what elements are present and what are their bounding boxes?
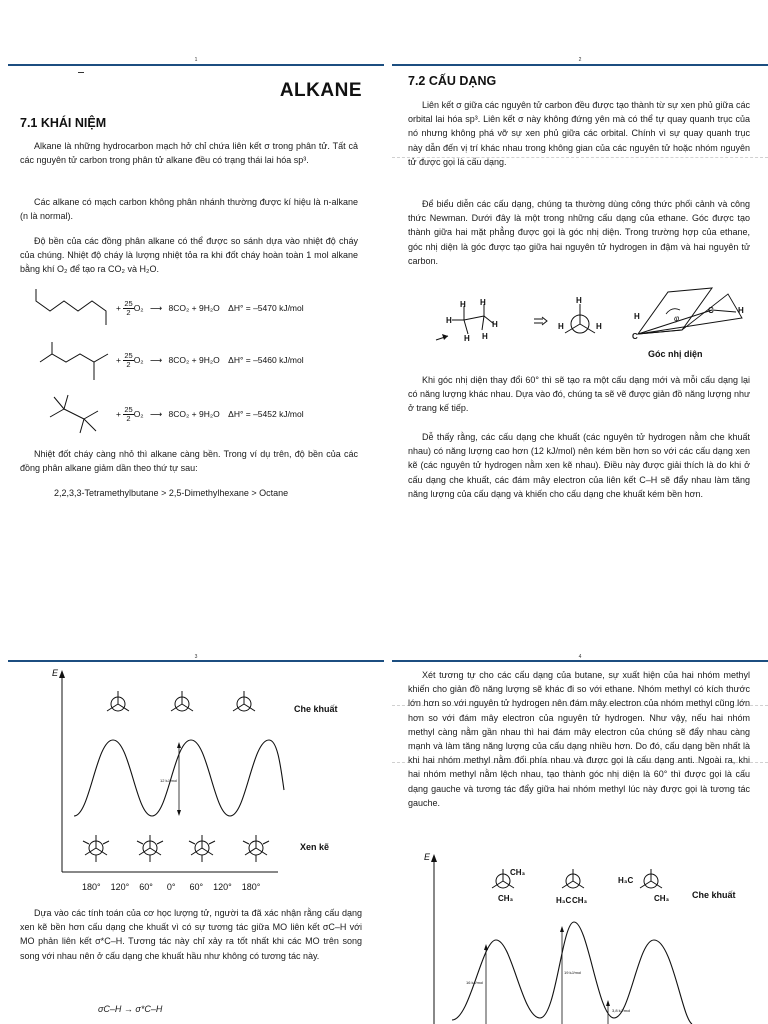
- denominator: 2: [126, 308, 131, 317]
- tetramethylbutane-structure: [46, 393, 106, 437]
- energy-barrier-label: 3,8 kJ/mol: [612, 1008, 631, 1013]
- paragraph: Nhiệt đốt cháy càng nhỏ thì alkane càng bền. Trong ví dụ trên, độ bền của các đồng phân alkane giảm dần theo thứ tự sau:: [20, 449, 358, 474]
- energy-barrier-label: 19 kJ/mol: [564, 970, 582, 975]
- implies-arrow-icon: [534, 317, 548, 325]
- angle-tick: 60°: [189, 882, 204, 892]
- reactant: O₂: [133, 302, 144, 313]
- staggered-newman-icon: [134, 832, 166, 864]
- fraction: [123, 352, 133, 369]
- fraction: [123, 406, 133, 423]
- combustion-equation: [116, 352, 304, 369]
- eclipsed-newman-icon: [166, 688, 198, 720]
- fraction: [123, 300, 133, 317]
- energy-barrier-label: 12 kJ/mol: [160, 778, 178, 783]
- section-title: 7.2 CẤU DẠNG: [408, 74, 497, 88]
- atom-label: H: [634, 312, 640, 321]
- octane-structure: [32, 287, 112, 327]
- staggered-label: Xen kẽ: [300, 842, 330, 852]
- atom-label: H: [482, 332, 488, 341]
- arrow: ⟶: [149, 302, 163, 313]
- angle-tick: 180°: [241, 882, 261, 892]
- energy-barrier-label: 16 kJ/mol: [466, 980, 484, 985]
- methyl-label: H₃C: [556, 896, 572, 905]
- reactant: O₂: [133, 354, 144, 365]
- atom-label: H: [558, 322, 564, 331]
- numerator: 25: [124, 351, 133, 360]
- arrow: ⟶: [149, 408, 163, 419]
- atom-label: H: [576, 296, 582, 305]
- atom-label: C: [708, 306, 714, 315]
- methyl-label: H₃C: [618, 876, 634, 885]
- methyl-label: CH₃: [654, 894, 670, 903]
- page-4: [392, 640, 768, 1024]
- butane-eclipsed-newman-icon: [558, 866, 588, 896]
- eclipsed-label: Che khuất: [692, 890, 736, 900]
- butane-eclipsed-newman-icon: [636, 866, 666, 896]
- paragraph: Để biểu diễn các cấu dạng, chúng ta thường dùng công thức phối cảnh và công thức Newman. Dưới đây là một trong những cấu dạng của ethane. Góc được tạo thành giữa hai mặt phẳng được gọi là góc nhị diện. Trong trường hợp của ethane, góc nhị diện là góc được tạo giữa hai nguyên tử hydrogen in đậm và hai nguyên tử carbon.: [408, 199, 750, 266]
- arrow: ⟶: [149, 354, 163, 365]
- enthalpy: ΔH° = –5460 kJ/mol: [228, 354, 304, 365]
- methyl-label: CH₃: [498, 894, 514, 903]
- atom-label: H: [464, 334, 470, 343]
- products: 8CO₂ + 9H₂O: [168, 354, 220, 365]
- dihedral-angle-axis: [82, 882, 260, 892]
- atom-label: H: [596, 322, 602, 331]
- combustion-equation: [116, 406, 304, 423]
- eclipsed-newman-icon: [228, 688, 260, 720]
- products: 8CO₂ + 9H₂O: [168, 408, 220, 419]
- paragraph: Các alkane có mạch carbon không phân nhánh thường được kí hiệu là n-alkane (n là normal).: [20, 197, 358, 222]
- header-rule: [392, 64, 768, 66]
- atom-label: H: [460, 300, 466, 309]
- page-number: 4: [578, 654, 582, 660]
- angle-tick: 120°: [110, 882, 130, 892]
- butane-energy-diagram: [392, 640, 768, 1024]
- enthalpy: ΔH° = –5470 kJ/mol: [228, 302, 304, 313]
- header-rule: [8, 64, 384, 66]
- methyl-label: CH₃: [510, 868, 526, 877]
- angle-tick: 180°: [82, 882, 101, 892]
- combustion-equation: [116, 300, 304, 317]
- angle-tick: 60°: [139, 882, 153, 892]
- products: 8CO₂ + 9H₂O: [168, 302, 220, 313]
- section-title: 7.1 KHÁI NIỆM: [20, 116, 107, 130]
- energy-axis-label: E: [52, 668, 59, 678]
- plus: +: [116, 302, 121, 313]
- paragraph: Khi góc nhị diện thay đổi 60° thì sẽ tạo ra một cấu dạng mới và mỗi cấu dạng lại có năng lượng khác nhau. Dựa vào đó, chúng ta sẽ vẽ được giản đồ năng lượng như ở trang kế tiếp.: [408, 375, 750, 414]
- atom-label: C: [632, 332, 638, 341]
- eclipsed-label: Che khuất: [294, 704, 338, 714]
- paragraph: Alkane là những hydrocarbon mạch hở chỉ chứa liên kết σ trong phân tử. Tất cả các nguyên tử carbon trong phân tử alkane đều có trạng thái lai hóa sp³.: [20, 141, 358, 166]
- numerator: 25: [124, 299, 133, 308]
- stability-order: 2,2,3,3-Tetramethylbutane > 2,5-Dimethylhexane > Octane: [54, 488, 289, 498]
- staggered-newman-icon: [186, 832, 218, 864]
- orbital-formula: σC–H → σ*C–H: [98, 1004, 163, 1014]
- angle-tick: 120°: [213, 882, 232, 892]
- phi-label: φ: [674, 314, 680, 323]
- paragraph: Độ bền của các đồng phân alkane có thể được so sánh dựa vào nhiệt độ cháy của chúng. Nhiệt độ cháy là lượng nhiệt tỏa ra khi đốt cháy hoàn toàn 1 mol alkane bằng khí O₂ để tạo ra CO₂ và H₂O.: [20, 236, 358, 275]
- paragraph: Dựa vào các tính toán của cơ học lượng tử, người ta đã xác nhận rằng cấu dạng xen kẽ bền hơn cấu dạng che khuất vì có sự tương tác giữa MO liên kết σC–H với MO phản liên kết σ*C–H. Tương tác này chỉ xảy ra tốt nhất khi các MO trên song song với nhau nên ở cấu dạng che khuất hầu như không có tương tác này.: [20, 908, 362, 961]
- staggered-newman-icon: [240, 832, 272, 864]
- energy-axis-label: E: [424, 852, 431, 862]
- atom-label: H: [480, 298, 486, 307]
- eclipsed-newman-icon: [102, 688, 134, 720]
- page-1: [8, 0, 384, 600]
- paragraph: Liên kết σ giữa các nguyên tử carbon đều được tạo thành từ sự xen phủ giữa các orbital lai hóa sp³. Liên kết σ này không đứng yên mà có thể tự quay quanh trục của nó nhưng không phá vỡ sự xen phủ giữa các orbital. Chính vì sự quay quanh trục này dẫn đến vị trí khác nhau trong không gian của các nguyên tử hoặc nhóm nguyên tử được gọi là cấu dạng.: [408, 100, 750, 167]
- atom-label: H: [492, 320, 498, 329]
- chapter-title: ALKANE: [279, 80, 362, 101]
- plus: +: [116, 354, 121, 365]
- plus: +: [116, 408, 121, 419]
- paragraph: Dễ thấy rằng, các cấu dạng che khuất (các nguyên tử hydrogen nằm che khuất nhau) có năng lượng cao hơn (12 kJ/mol) nên kém bền hơn so với các cấu dạng xen kẽ (các nguyên tử hydrogen nằm xen kẽ nhau). Điều này được giải thích là do khi ở cấu dạng che khuất, các đám mây electron của liên kết C–H sẽ đẩy nhau làm tăng năng lượng của cấu dạng và khiến cho cấu dạng che khuất kém bền hơn.: [408, 432, 750, 499]
- staggered-newman-icon: [80, 832, 112, 864]
- angle-tick: 0°: [166, 882, 176, 892]
- figure-caption: Góc nhị diện: [648, 349, 703, 359]
- paragraph: Xét tương tự cho các cấu dạng của butane, sự xuất hiện của hai nhóm methyl khiến cho giản đồ năng lượng sẽ khác đi so với ethane. Nhóm methyl có kích thước lớn hơn so với nguyên tử hydrogen nên đám mây electron của nhóm methyl cũng lớn hơn so với đám mây electron của nguyên tử hydrogen. Như vậy, nếu hai nhóm methyl càng nằm gần nhau thì hai đám mây electron của chúng sẽ đẩy nhau càng mạnh và làm tăng năng lượng của cấu dạng nhiều hơn. Do đó, cấu dạng bền nhất là khi hai nhóm methyl nằm đối phía nhau và được gọi là cấu dạng anti. Ngoài ra, khi hai nhóm methyl nằm lệch nhau, tạo thành góc nhị diện là 60° thì được gọi là cấu dạng gauche và tương tác đẩy giữa hai nhóm methyl lúc này được gọi là tương tác gauche.: [408, 670, 750, 808]
- denominator: 2: [126, 414, 131, 423]
- page-2: [392, 0, 768, 600]
- enthalpy: ΔH° = –5452 kJ/mol: [228, 408, 304, 419]
- page-number: 2: [578, 57, 582, 63]
- numerator: 25: [124, 405, 133, 414]
- page-number: 1: [194, 57, 198, 63]
- page-3: [8, 640, 384, 1024]
- reactant: O₂: [133, 408, 144, 419]
- atom-label: H: [446, 316, 452, 325]
- page-number: 3: [194, 654, 198, 660]
- methyl-label: CH₃: [572, 896, 588, 905]
- atom-label: H: [738, 306, 744, 315]
- denominator: 2: [126, 360, 131, 369]
- newman-projection: [560, 304, 600, 344]
- dihedral-angle-diagram: [632, 286, 752, 346]
- header-mark: [78, 72, 84, 73]
- dimethylhexane-structure: [38, 340, 118, 384]
